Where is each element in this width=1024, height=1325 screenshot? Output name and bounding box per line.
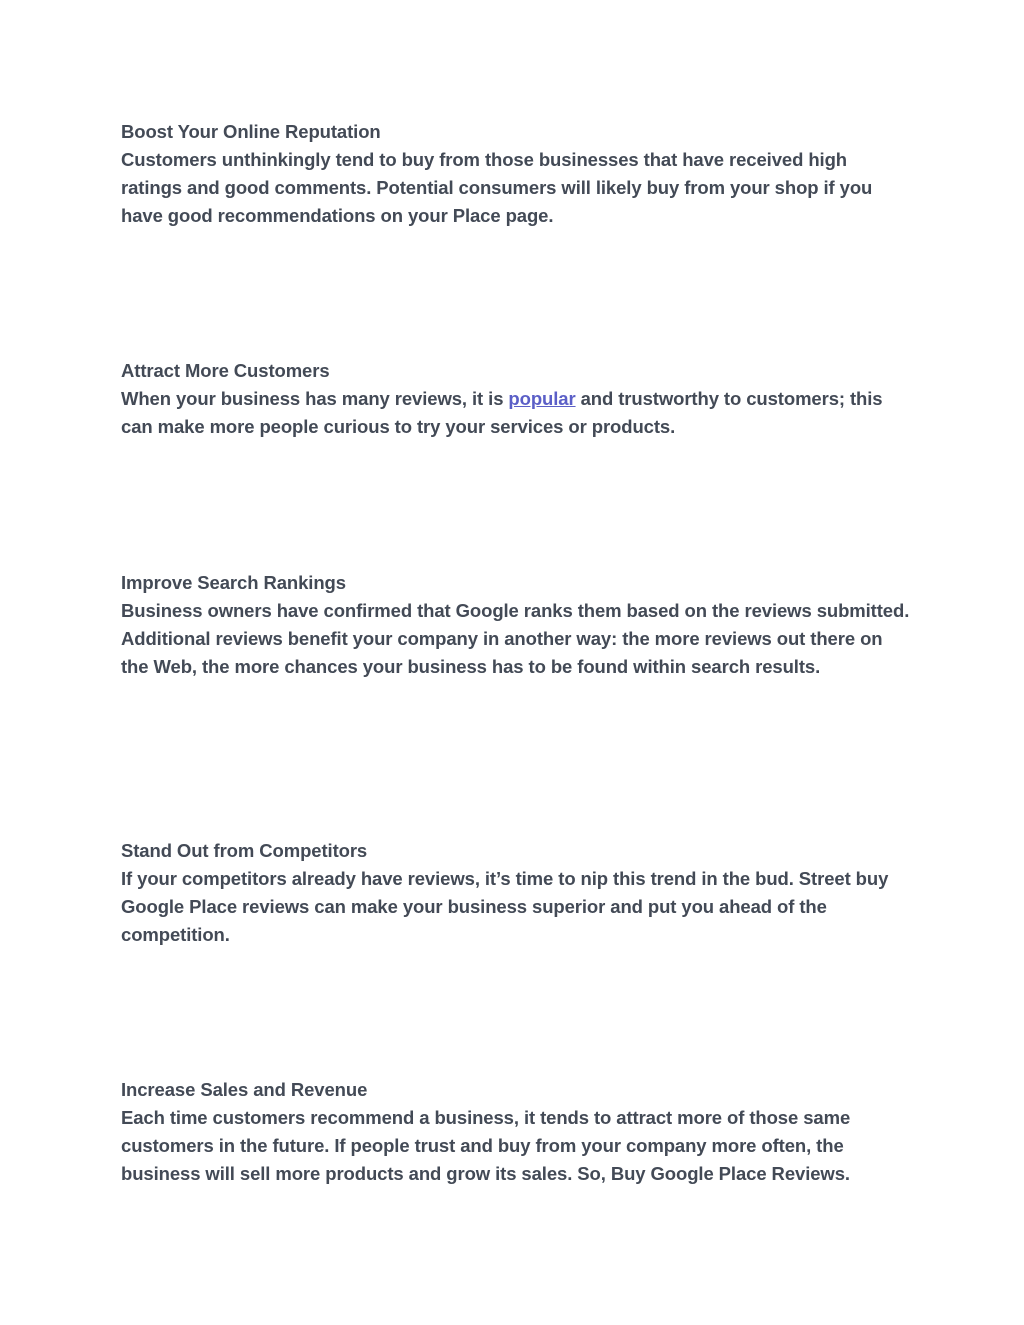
section-body: Business owners have confirmed that Google ranks them based on the reviews submitted. Additional reviews benefit your company in another way: the more reviews out there on the Web, the more chances your business has to be found within search results. bbox=[121, 600, 910, 677]
section-heading: Increase Sales and Revenue bbox=[121, 1079, 368, 1100]
section-body: Each time customers recommend a business, it tends to attract more of those same customers in the future. If people trust and buy from your company more often, the business will sell more products and grow its sales. So, Buy Google Place Reviews. bbox=[121, 1107, 851, 1184]
section-heading: Boost Your Online Reputation bbox=[121, 121, 381, 142]
section-stand-out bbox=[121, 837, 911, 949]
section-heading: Attract More Customers bbox=[121, 360, 330, 381]
section-improve-rankings bbox=[121, 569, 911, 681]
section-boost-reputation bbox=[121, 118, 911, 230]
section-body: If your competitors already have reviews, it’s time to nip this trend in the bud. Street buy Google Place reviews can make your business superior and put you ahead of the competition. bbox=[121, 868, 889, 945]
section-attract-customers bbox=[121, 357, 911, 441]
section-body-end: and trustworthy to customers; this can make more people curious to try your services or products. bbox=[121, 388, 883, 437]
section-heading: Improve Search Rankings bbox=[121, 572, 346, 593]
section-body: Customers unthinkingly tend to buy from those businesses that have received high ratings and good comments. Potential consumers will likely buy from your shop if you have good recommendations on your Place page. bbox=[121, 149, 873, 226]
section-heading: Stand Out from Competitors bbox=[121, 840, 368, 861]
popular-link[interactable]: popular bbox=[508, 388, 576, 409]
section-body-start: When your business has many reviews, it is bbox=[121, 388, 509, 409]
section-increase-sales bbox=[121, 1076, 911, 1188]
